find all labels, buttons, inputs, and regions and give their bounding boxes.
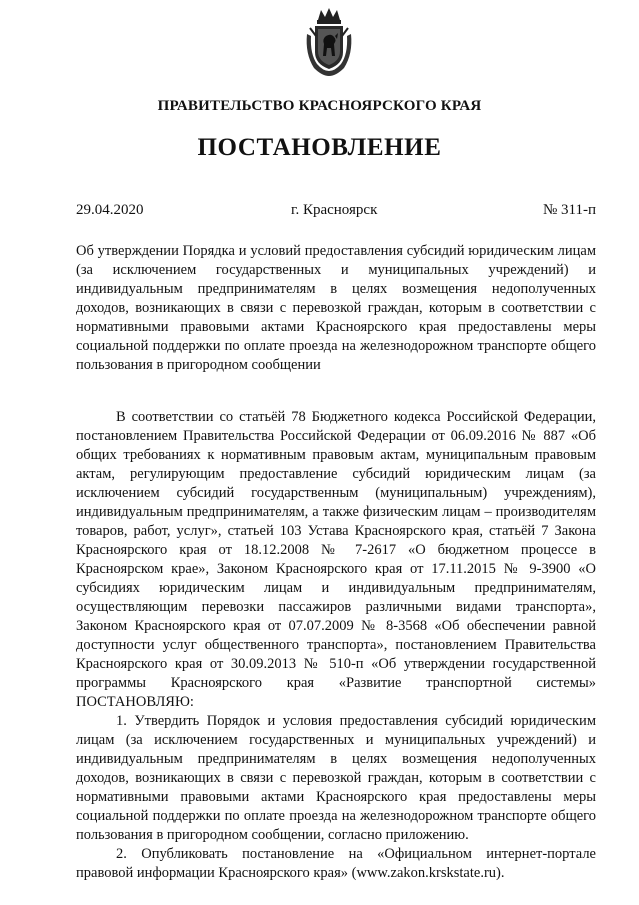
document-meta-row bbox=[76, 202, 596, 222]
document-body bbox=[76, 408, 596, 883]
document-city: г. Красноярск bbox=[291, 202, 378, 218]
document-number: № 311-п bbox=[542, 202, 596, 218]
resolution-item-1: 1. Утвердить Порядок и условия предоставления субсидий юридическим лицам (за исключением государственных и муниципальных учреждений) и индивидуальным предпринимателям в целях возмещения недополученных доходов, возникающих в связи с перевозкой граждан, которым в соответствии с нормативными правовыми актами Красноярского края предоставлены меры социальной поддержки по оплате проезда на железнодорожном транспорте общего пользования в пригородном сообщении, согласно приложению. bbox=[76, 713, 596, 843]
resolution-item-2: 2. Опубликовать постановление на «Официальном интернет-портале правовой информации Красноярского края» (www.zakon.krskstate.ru). bbox=[76, 846, 596, 881]
krasnoyarsk-coat-of-arms-icon bbox=[304, 6, 354, 78]
document-date: 29.04.2020 bbox=[76, 202, 144, 218]
document-subject: Об утверждении Порядка и условий предоставления субсидий юридическим лицам (за исключением государственных и муниципальных учреждений) и индивидуальным предпринимателям в целях возмещения недополученных доходов, возникающих в связи с перевозкой граждан, которым в соответствии с нормативными правовыми актами Красноярского края предоставлены меры социальной поддержки по оплате проезда на железнодорожном транспорте общего пользования в пригородном сообщении bbox=[76, 243, 596, 373]
preamble-paragraph: В соответствии со статьёй 78 Бюджетного кодекса Российской Федерации, постановлением Правительства Российской Федерации от 06.09.2016 № 887 «Об общих требованиях к нормативным правовым актам, муниципальным правовым актам, регулирующим предоставление субсидий юридическим лицам (за исключением субсидий государственным (муниципальным) учреждениям), индивидуальным предпринимателям, а также физическим лицам – производителям товаров, работ, услуг», статьей 103 Устава Красноярского края, статьёй 7 Закона Красноярского края от 18.12.2008 № 7-2617 «О бюджетном процессе в Красноярском крае», Законом Красноярского края от 17.11.2015 № 9-3900 «О субсидиях юридическим лицам и индивидуальным предпринимателям, осуществляющим перевозки пассажиров различными видами транспорта», Законом Красноярского края от 07.07.2009 № 8-3568 «Об обеспечении равной доступности услуг общественного транспорта», постановлением Правительства Красноярского края от 30.09.2013 № 510-п «Об утверждении государственной программы Красноярского края «Развитие транспортной системы» ПОСТАНОВЛЯЮ: bbox=[76, 409, 596, 710]
government-title: ПРАВИТЕЛЬСТВО КРАСНОЯРСКОГО КРАЯ bbox=[157, 98, 482, 114]
document-type-title: ПОСТАНОВЛЕНИЕ bbox=[197, 134, 442, 161]
